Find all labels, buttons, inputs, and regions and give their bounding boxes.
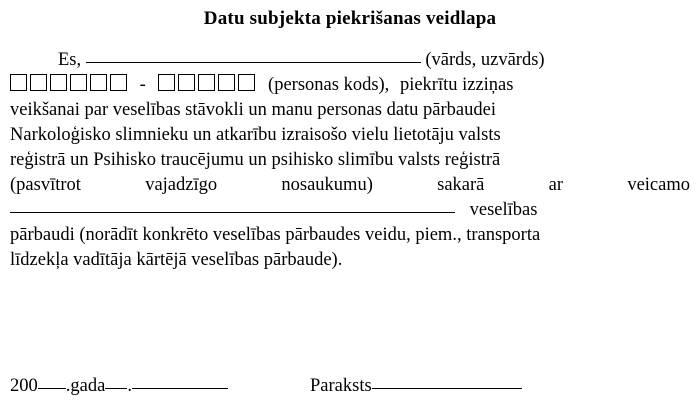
paragraph-line-1-tail: piekrītu izziņas: [399, 75, 514, 95]
es-label: Es,: [58, 50, 82, 70]
code-box[interactable]: [50, 74, 67, 91]
paragraph-line-7: pārbaudi (norādīt konkrēto veselības pārbaudes veidu, piem., transporta: [10, 225, 541, 245]
code-box[interactable]: [90, 74, 107, 91]
paragraph-line-8: līdzekļa vadītāja kārtējā veselības pārbaude).: [10, 250, 343, 270]
date-day-blank[interactable]: [105, 388, 127, 389]
paragraph-line-5-word: vajadzīgo: [145, 175, 218, 195]
personal-code-group-2[interactable]: [158, 74, 255, 91]
signature-label: Paraksts: [310, 376, 372, 396]
date-dot: .: [127, 376, 132, 396]
date-year-blank[interactable]: [38, 388, 66, 389]
paragraph-line-2: veikšanai par veselības stāvokli un manu personas datu pārbaudei: [10, 100, 496, 120]
paragraph-line-5-word: nosaukumu): [281, 175, 373, 195]
signature-field: [310, 374, 522, 398]
paragraph-line-5: [10, 173, 690, 198]
document-page: [0, 8, 700, 412]
paragraph-line-6-tail: veselības: [469, 200, 538, 220]
code-box[interactable]: [70, 74, 87, 91]
signature-blank[interactable]: [372, 388, 522, 389]
code-box[interactable]: [218, 74, 235, 91]
personal-code-label: (personas kods),: [268, 75, 390, 95]
line-personal-code: [10, 73, 690, 98]
date-field: [10, 374, 310, 398]
code-box[interactable]: [238, 74, 255, 91]
paragraph-line-6: [10, 198, 690, 223]
code-box[interactable]: [30, 74, 47, 91]
paragraph-line-5-word: ar: [548, 175, 564, 195]
paragraph-line-5-word: sakarā: [437, 175, 485, 195]
paragraph-line-3: Narkoloģisko slimnieku un atkarību izraisošo vielu lietotāju valsts: [10, 125, 501, 145]
code-box[interactable]: [110, 74, 127, 91]
examination-type-blank[interactable]: [10, 212, 455, 213]
page-title: Datu subjekta piekrišanas veidlapa: [203, 8, 497, 29]
paragraph-line-5-word: veicamo: [627, 175, 690, 195]
date-month-blank[interactable]: [132, 388, 228, 389]
name-surname-blank[interactable]: [86, 62, 421, 63]
paragraph-line-4: reģistrā un Psihisko traucējumu un psihisko slimību valsts reģistrā: [10, 150, 501, 170]
line-es: [10, 48, 690, 73]
code-box[interactable]: [198, 74, 215, 91]
code-box[interactable]: [158, 74, 175, 91]
document-footer: [10, 374, 690, 398]
code-box[interactable]: [178, 74, 195, 91]
es-suffix: (vārds, uzvārds): [425, 50, 545, 70]
date-mid: .gada: [65, 376, 106, 396]
personal-code-group-1[interactable]: [10, 74, 127, 91]
paragraph-line-5-word: (pasvītrot: [10, 175, 81, 195]
code-separator: -: [139, 75, 146, 95]
code-box[interactable]: [10, 74, 27, 91]
date-prefix: 200: [10, 376, 38, 396]
document-body: [10, 48, 690, 273]
